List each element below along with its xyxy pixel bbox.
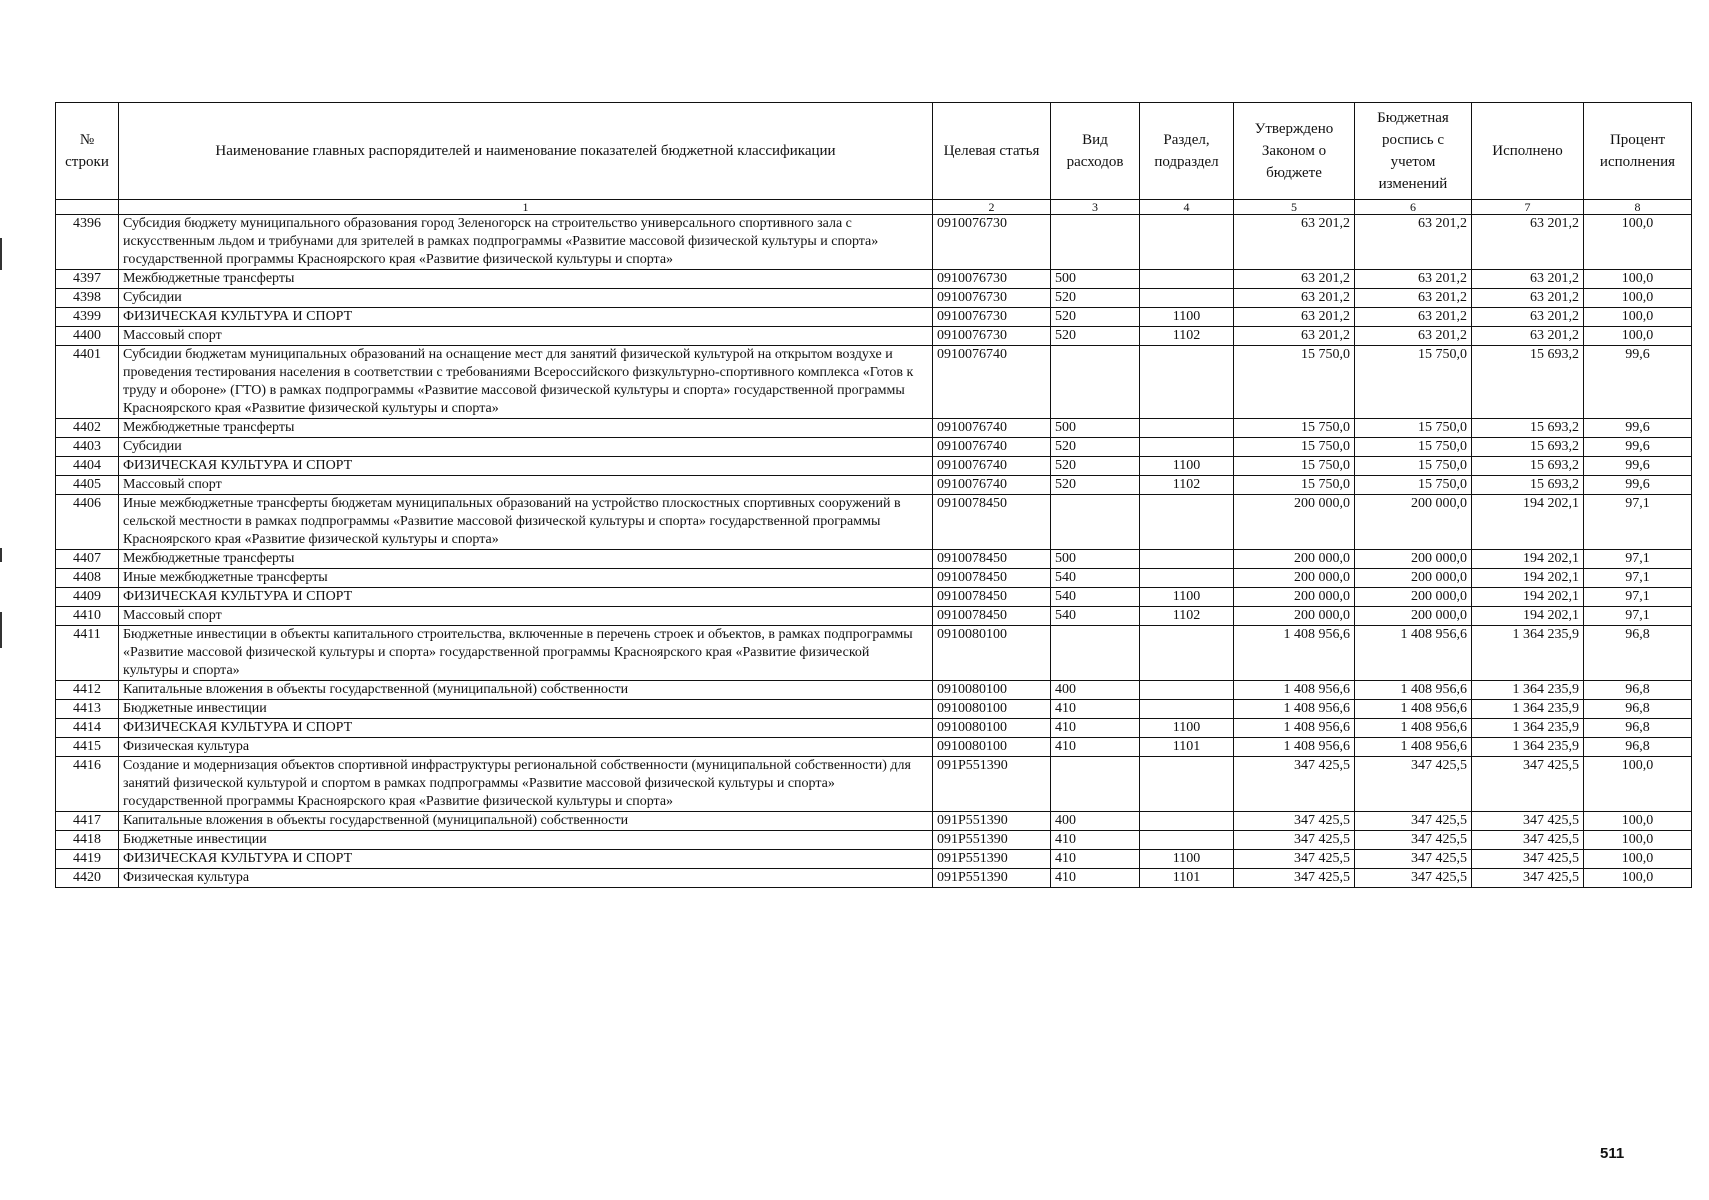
schedule-amount: 347 425,5 (1355, 869, 1472, 888)
row-name: ФИЗИЧЕСКАЯ КУЛЬТУРА И СПОРТ (119, 850, 933, 869)
header-executed: Исполнено (1472, 103, 1584, 200)
execution-percent: 100,0 (1584, 289, 1692, 308)
header-target-article: Целевая статья (933, 103, 1051, 200)
target-article: 0910076740 (933, 476, 1051, 495)
row-number: 4407 (56, 550, 119, 569)
table-row (56, 588, 1692, 607)
section-code (1140, 270, 1234, 289)
expense-type: 400 (1051, 812, 1140, 831)
row-number: 4399 (56, 308, 119, 327)
row-number: 4420 (56, 869, 119, 888)
row-name: Бюджетные инвестиции (119, 700, 933, 719)
target-article: 091P551390 (933, 869, 1051, 888)
column-number: 1 (119, 200, 933, 215)
executed-amount: 194 202,1 (1472, 607, 1584, 626)
row-number: 4409 (56, 588, 119, 607)
header-budget-schedule: Бюджетная роспись с учетом изменений (1355, 103, 1472, 200)
section-code: 1102 (1140, 607, 1234, 626)
table-row (56, 308, 1692, 327)
section-code (1140, 831, 1234, 850)
section-code (1140, 495, 1234, 550)
execution-percent: 100,0 (1584, 831, 1692, 850)
section-code: 1100 (1140, 588, 1234, 607)
executed-amount: 63 201,2 (1472, 215, 1584, 270)
row-number: 4415 (56, 738, 119, 757)
executed-amount: 347 425,5 (1472, 831, 1584, 850)
expense-type: 410 (1051, 850, 1140, 869)
row-name: Субсидии (119, 289, 933, 308)
column-number: 3 (1051, 200, 1140, 215)
header-name: Наименование главных распорядителей и наименование показателей бюджетной классификации (119, 103, 933, 200)
target-article: 0910078450 (933, 607, 1051, 626)
approved-amount: 63 201,2 (1234, 327, 1355, 346)
target-article: 091P551390 (933, 757, 1051, 812)
execution-percent: 99,6 (1584, 457, 1692, 476)
row-number: 4396 (56, 215, 119, 270)
section-code: 1101 (1140, 738, 1234, 757)
executed-amount: 347 425,5 (1472, 869, 1584, 888)
execution-percent: 100,0 (1584, 308, 1692, 327)
table-row (56, 700, 1692, 719)
schedule-amount: 63 201,2 (1355, 308, 1472, 327)
executed-amount: 347 425,5 (1472, 850, 1584, 869)
schedule-amount: 347 425,5 (1355, 812, 1472, 831)
column-number: 5 (1234, 200, 1355, 215)
expense-type: 500 (1051, 270, 1140, 289)
row-number: 4412 (56, 681, 119, 700)
target-article: 0910076740 (933, 346, 1051, 419)
approved-amount: 200 000,0 (1234, 588, 1355, 607)
target-article: 0910078450 (933, 588, 1051, 607)
section-code: 1100 (1140, 308, 1234, 327)
executed-amount: 63 201,2 (1472, 270, 1584, 289)
row-number: 4405 (56, 476, 119, 495)
table-row (56, 812, 1692, 831)
schedule-amount: 347 425,5 (1355, 757, 1472, 812)
approved-amount: 347 425,5 (1234, 757, 1355, 812)
row-number: 4411 (56, 626, 119, 681)
section-code (1140, 812, 1234, 831)
executed-amount: 1 364 235,9 (1472, 719, 1584, 738)
page-number: 511 (1600, 1145, 1625, 1162)
approved-amount: 347 425,5 (1234, 812, 1355, 831)
executed-amount: 194 202,1 (1472, 569, 1584, 588)
executed-amount: 194 202,1 (1472, 588, 1584, 607)
expense-type (1051, 495, 1140, 550)
executed-amount: 63 201,2 (1472, 289, 1584, 308)
expense-type: 520 (1051, 457, 1140, 476)
approved-amount: 200 000,0 (1234, 495, 1355, 550)
table-row (56, 327, 1692, 346)
row-number: 4398 (56, 289, 119, 308)
target-article: 0910076740 (933, 438, 1051, 457)
table-row (56, 495, 1692, 550)
target-article: 0910076740 (933, 457, 1051, 476)
approved-amount: 63 201,2 (1234, 215, 1355, 270)
row-number: 4403 (56, 438, 119, 457)
column-number: 7 (1472, 200, 1584, 215)
execution-percent: 97,1 (1584, 495, 1692, 550)
schedule-amount: 1 408 956,6 (1355, 738, 1472, 757)
executed-amount: 347 425,5 (1472, 812, 1584, 831)
table-row (56, 438, 1692, 457)
approved-amount: 347 425,5 (1234, 831, 1355, 850)
approved-amount: 15 750,0 (1234, 476, 1355, 495)
expense-type (1051, 215, 1140, 270)
expense-type: 520 (1051, 327, 1140, 346)
target-article: 0910078450 (933, 550, 1051, 569)
execution-percent: 99,6 (1584, 346, 1692, 419)
row-number: 4402 (56, 419, 119, 438)
column-number: 2 (933, 200, 1051, 215)
schedule-amount: 200 000,0 (1355, 588, 1472, 607)
approved-amount: 200 000,0 (1234, 607, 1355, 626)
row-name: Бюджетные инвестиции в объекты капитального строительства, включенные в перечень строек и объектов, в рамках подпрограммы «Развитие массовой физической культуры и спорта» государственной программы Красноярского края «Развитие физической культуры и спорта» (119, 626, 933, 681)
section-code (1140, 289, 1234, 308)
approved-amount: 63 201,2 (1234, 308, 1355, 327)
section-code: 1102 (1140, 476, 1234, 495)
expense-type: 410 (1051, 738, 1140, 757)
schedule-amount: 1 408 956,6 (1355, 681, 1472, 700)
header-percent: Процент исполнения (1584, 103, 1692, 200)
schedule-amount: 15 750,0 (1355, 457, 1472, 476)
row-name: Массовый спорт (119, 327, 933, 346)
row-number: 4408 (56, 569, 119, 588)
executed-amount: 15 693,2 (1472, 476, 1584, 495)
expense-type: 520 (1051, 308, 1140, 327)
executed-amount: 15 693,2 (1472, 457, 1584, 476)
row-name: Субсидии бюджетам муниципальных образований на оснащение мест для занятий физической культурой на открытом воздухе и проведения тестирования населения в соответствии с требованиями Всероссийского физкультурно-спортивного комплекса «Готов к труду и обороне» (ГТО) в рамках подпрограммы «Развитие массовой физической культуры и спорта» государственной программы Красноярского края «Развитие физической культуры и спорта» (119, 346, 933, 419)
execution-percent: 100,0 (1584, 215, 1692, 270)
execution-percent: 97,1 (1584, 588, 1692, 607)
schedule-amount: 1 408 956,6 (1355, 719, 1472, 738)
execution-percent: 96,8 (1584, 626, 1692, 681)
table-row (56, 738, 1692, 757)
column-number-row (56, 200, 1692, 215)
execution-percent: 96,8 (1584, 681, 1692, 700)
expense-type: 520 (1051, 476, 1140, 495)
expense-type: 410 (1051, 831, 1140, 850)
section-code (1140, 569, 1234, 588)
row-number: 4406 (56, 495, 119, 550)
header-approved: Утверждено Законом о бюджете (1234, 103, 1355, 200)
table-row (56, 215, 1692, 270)
target-article: 0910076740 (933, 419, 1051, 438)
schedule-amount: 63 201,2 (1355, 327, 1472, 346)
target-article: 0910080100 (933, 700, 1051, 719)
section-code (1140, 215, 1234, 270)
approved-amount: 15 750,0 (1234, 346, 1355, 419)
execution-percent: 97,1 (1584, 607, 1692, 626)
execution-percent: 99,6 (1584, 476, 1692, 495)
executed-amount: 63 201,2 (1472, 308, 1584, 327)
target-article: 0910080100 (933, 681, 1051, 700)
row-number: 4418 (56, 831, 119, 850)
expense-type (1051, 757, 1140, 812)
executed-amount: 15 693,2 (1472, 419, 1584, 438)
executed-amount: 1 364 235,9 (1472, 626, 1584, 681)
section-code (1140, 550, 1234, 569)
execution-percent: 100,0 (1584, 270, 1692, 289)
schedule-amount: 1 408 956,6 (1355, 700, 1472, 719)
expense-type: 500 (1051, 419, 1140, 438)
row-name: Создание и модернизация объектов спортивной инфраструктуры региональной собственности (муниципальной собственности) для занятий физической культурой и спортом в рамках подпрограммы «Развитие массовой физической культуры и спорта» государственной программы Красноярского края «Развитие физической культуры и спорта» (119, 757, 933, 812)
approved-amount: 347 425,5 (1234, 850, 1355, 869)
table-row (56, 626, 1692, 681)
row-name: Субсидии (119, 438, 933, 457)
target-article: 0910076730 (933, 270, 1051, 289)
executed-amount: 194 202,1 (1472, 495, 1584, 550)
approved-amount: 15 750,0 (1234, 419, 1355, 438)
expense-type (1051, 346, 1140, 419)
expense-type (1051, 626, 1140, 681)
target-article: 0910076730 (933, 215, 1051, 270)
schedule-amount: 15 750,0 (1355, 476, 1472, 495)
row-number: 4401 (56, 346, 119, 419)
row-number: 4397 (56, 270, 119, 289)
table-row (56, 569, 1692, 588)
header-row-number: № строки (56, 103, 119, 200)
approved-amount: 347 425,5 (1234, 869, 1355, 888)
scan-edge-mark (0, 548, 2, 562)
row-name: Капитальные вложения в объекты государственной (муниципальной) собственности (119, 681, 933, 700)
schedule-amount: 1 408 956,6 (1355, 626, 1472, 681)
section-code: 1101 (1140, 869, 1234, 888)
execution-percent: 100,0 (1584, 327, 1692, 346)
section-code: 1102 (1140, 327, 1234, 346)
expense-type: 520 (1051, 438, 1140, 457)
schedule-amount: 15 750,0 (1355, 346, 1472, 419)
row-name: ФИЗИЧЕСКАЯ КУЛЬТУРА И СПОРТ (119, 719, 933, 738)
target-article: 0910080100 (933, 626, 1051, 681)
row-name: Капитальные вложения в объекты государственной (муниципальной) собственности (119, 812, 933, 831)
row-name: ФИЗИЧЕСКАЯ КУЛЬТУРА И СПОРТ (119, 457, 933, 476)
executed-amount: 194 202,1 (1472, 550, 1584, 569)
executed-amount: 347 425,5 (1472, 757, 1584, 812)
approved-amount: 15 750,0 (1234, 457, 1355, 476)
expense-type: 500 (1051, 550, 1140, 569)
target-article: 091P551390 (933, 812, 1051, 831)
header-expense-type: Вид расходов (1051, 103, 1140, 200)
row-name: Бюджетные инвестиции (119, 831, 933, 850)
execution-percent: 99,6 (1584, 419, 1692, 438)
target-article: 091P551390 (933, 850, 1051, 869)
schedule-amount: 15 750,0 (1355, 438, 1472, 457)
row-number: 4400 (56, 327, 119, 346)
table-row (56, 757, 1692, 812)
execution-percent: 96,8 (1584, 719, 1692, 738)
executed-amount: 15 693,2 (1472, 438, 1584, 457)
row-name: Межбюджетные трансферты (119, 550, 933, 569)
expense-type: 410 (1051, 869, 1140, 888)
approved-amount: 1 408 956,6 (1234, 681, 1355, 700)
approved-amount: 1 408 956,6 (1234, 719, 1355, 738)
row-number: 4413 (56, 700, 119, 719)
execution-percent: 100,0 (1584, 850, 1692, 869)
executed-amount: 1 364 235,9 (1472, 681, 1584, 700)
execution-percent: 100,0 (1584, 869, 1692, 888)
schedule-amount: 347 425,5 (1355, 850, 1472, 869)
expense-type: 540 (1051, 588, 1140, 607)
section-code: 1100 (1140, 457, 1234, 476)
section-code (1140, 700, 1234, 719)
execution-percent: 96,8 (1584, 700, 1692, 719)
target-article: 0910076730 (933, 308, 1051, 327)
scan-edge-mark (0, 238, 2, 270)
column-number: 4 (1140, 200, 1234, 215)
header-row (56, 103, 1692, 200)
column-number: 8 (1584, 200, 1692, 215)
schedule-amount: 63 201,2 (1355, 289, 1472, 308)
table-row (56, 289, 1692, 308)
expense-type: 410 (1051, 700, 1140, 719)
section-code (1140, 438, 1234, 457)
section-code: 1100 (1140, 719, 1234, 738)
approved-amount: 63 201,2 (1234, 270, 1355, 289)
approved-amount: 15 750,0 (1234, 438, 1355, 457)
row-number: 4419 (56, 850, 119, 869)
row-number: 4404 (56, 457, 119, 476)
row-number: 4414 (56, 719, 119, 738)
approved-amount: 200 000,0 (1234, 550, 1355, 569)
row-name: Субсидия бюджету муниципального образования город Зеленогорск на строительство универсального спортивного зала с искусственным льдом и трибунами для зрителей в рамках подпрограммы «Развитие массовой физической культуры и спорта» государственной программы Красноярского края «Развитие физической культуры и спорта» (119, 215, 933, 270)
header-section: Раздел, подраздел (1140, 103, 1234, 200)
table-row (56, 270, 1692, 289)
schedule-amount: 200 000,0 (1355, 495, 1472, 550)
schedule-amount: 347 425,5 (1355, 831, 1472, 850)
schedule-amount: 63 201,2 (1355, 270, 1472, 289)
table-row (56, 550, 1692, 569)
section-code (1140, 681, 1234, 700)
table-row (56, 719, 1692, 738)
expense-type: 540 (1051, 607, 1140, 626)
target-article: 091P551390 (933, 831, 1051, 850)
row-name: Межбюджетные трансферты (119, 419, 933, 438)
row-number: 4417 (56, 812, 119, 831)
budget-table (55, 102, 1692, 888)
schedule-amount: 63 201,2 (1355, 215, 1472, 270)
table-row (56, 457, 1692, 476)
executed-amount: 15 693,2 (1472, 346, 1584, 419)
approved-amount: 1 408 956,6 (1234, 700, 1355, 719)
section-code (1140, 346, 1234, 419)
target-article: 0910078450 (933, 495, 1051, 550)
row-number: 4410 (56, 607, 119, 626)
schedule-amount: 15 750,0 (1355, 419, 1472, 438)
row-name: ФИЗИЧЕСКАЯ КУЛЬТУРА И СПОРТ (119, 308, 933, 327)
target-article: 0910080100 (933, 719, 1051, 738)
row-name: Иные межбюджетные трансферты (119, 569, 933, 588)
row-name: Массовый спорт (119, 476, 933, 495)
approved-amount: 200 000,0 (1234, 569, 1355, 588)
row-name: Массовый спорт (119, 607, 933, 626)
expense-type: 410 (1051, 719, 1140, 738)
target-article: 0910076730 (933, 327, 1051, 346)
row-name: ФИЗИЧЕСКАЯ КУЛЬТУРА И СПОРТ (119, 588, 933, 607)
table-row (56, 850, 1692, 869)
table-row (56, 607, 1692, 626)
section-code (1140, 419, 1234, 438)
schedule-amount: 200 000,0 (1355, 569, 1472, 588)
execution-percent: 100,0 (1584, 812, 1692, 831)
executed-amount: 1 364 235,9 (1472, 738, 1584, 757)
approved-amount: 1 408 956,6 (1234, 738, 1355, 757)
expense-type: 400 (1051, 681, 1140, 700)
row-name: Межбюджетные трансферты (119, 270, 933, 289)
row-name: Физическая культура (119, 738, 933, 757)
table-row (56, 419, 1692, 438)
table-row (56, 681, 1692, 700)
table-row (56, 831, 1692, 850)
execution-percent: 97,1 (1584, 550, 1692, 569)
schedule-amount: 200 000,0 (1355, 607, 1472, 626)
section-code (1140, 626, 1234, 681)
executed-amount: 1 364 235,9 (1472, 700, 1584, 719)
section-code: 1100 (1140, 850, 1234, 869)
target-article: 0910080100 (933, 738, 1051, 757)
execution-percent: 97,1 (1584, 569, 1692, 588)
row-number: 4416 (56, 757, 119, 812)
approved-amount: 1 408 956,6 (1234, 626, 1355, 681)
target-article: 0910078450 (933, 569, 1051, 588)
executed-amount: 63 201,2 (1472, 327, 1584, 346)
execution-percent: 99,6 (1584, 438, 1692, 457)
column-number: 6 (1355, 200, 1472, 215)
row-name: Иные межбюджетные трансферты бюджетам муниципальных образований на устройство плоскостных спортивных сооружений в сельской местности в рамках подпрограммы «Развитие массовой физической культуры и спорта» государственной программы Красноярского края «Развитие физической культуры и спорта» (119, 495, 933, 550)
row-name: Физическая культура (119, 869, 933, 888)
column-number (56, 200, 119, 215)
execution-percent: 100,0 (1584, 757, 1692, 812)
expense-type: 520 (1051, 289, 1140, 308)
scan-edge-mark (0, 612, 2, 648)
table-row (56, 476, 1692, 495)
table-row (56, 346, 1692, 419)
schedule-amount: 200 000,0 (1355, 550, 1472, 569)
execution-percent: 96,8 (1584, 738, 1692, 757)
target-article: 0910076730 (933, 289, 1051, 308)
section-code (1140, 757, 1234, 812)
table-row (56, 869, 1692, 888)
approved-amount: 63 201,2 (1234, 289, 1355, 308)
expense-type: 540 (1051, 569, 1140, 588)
